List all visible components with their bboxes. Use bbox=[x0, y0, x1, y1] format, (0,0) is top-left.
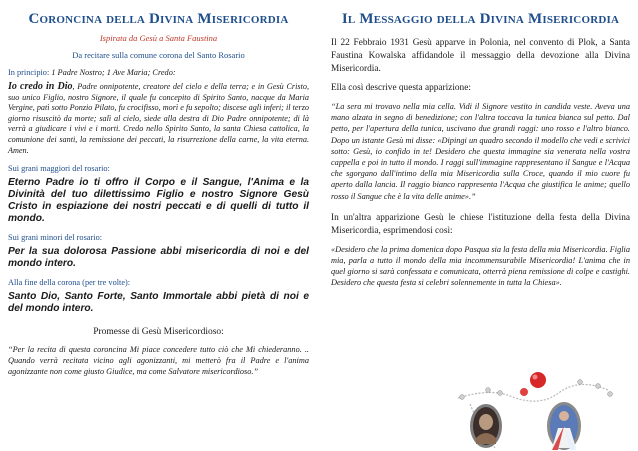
large-beads-prayer: Eterno Padre io ti offro il Corpo e il Sangue, l'Anima e la Divinità del tuo dilettissimo Figlio e nostro Signore Gesù Cristo in espiazione dei nostri peccati e di quelli di tutto il mondo. bbox=[8, 177, 309, 225]
feast-paragraph: In un'altra apparizione Gesù le chiese l'istituzione della festa della Divina Misericordia, esprimendosi così: bbox=[331, 212, 630, 236]
apparition-quote: “La sera mi trovavo nella mia cella. Vidi il Signore vestito in candida veste. Aveva una mano alzata in segno di benedizione; con l'altra toccava la tunica bianca sul petto. Dal petto, per l'apertura della tunica, uscivano due grandi raggi: uno rosso e l'altro bianco. Dopo un istante Gesù mi disse: «Dipingi un quadro secondo il modello che vedi e scrivici sotto: Gesù, io confido in te! Desidero che questa immagine sia venerata nella vostra cappella e poi in tutto il mondo. I raggi sull'immagine rappresentano il Sangue e l'Acqua che sgorgano dall'intimo della mia Misericordia sulla Croce, quando il mio cuore fu aperto dalla lancia. Il raggio bianco rappresenta l'Acqua che giustifica le anime; quello rosso il Sangue che è la vita delle anime».” bbox=[331, 102, 630, 201]
beginning-section-label bbox=[8, 68, 309, 77]
creed-paragraph bbox=[8, 82, 309, 156]
creed-text: , Padre onnipotente, creatore del cielo e della terra; e in Gesù Cristo, suo unico Figlio, nostro Signore, il quale fu concepito di Spirito Santo, nacque da Maria Vergine, patì sotto Ponzio Pilato, fu crocifisso, morì e fu sepolto; discese agli inferi; il terzo giorno risuscitò da morte; salì al cielo, siede alla destra di Dio Padre onnipotente; di là verrà a giudicare i vivi e i morti. Credo nello Spirito Santo, la santa Chiesa cattolica, la comunione dei santi, la remissione dei peccati, la risurrezione della carne, la vita eterna. Amen. bbox=[8, 82, 309, 155]
feast-quote: «Desidero che la prima domenica dopo Pasqua sia la festa della mia Misericordia. Figlia mia, parla a tutto il mondo della mia incommensurabile Misericordia! L'anima che in quel giorno si sarà confessata e comunicata, otterrà piena remissione di colpe e castighi. Desidero che questa festa si celebri solennemente in tutta la Chiesa». bbox=[331, 244, 630, 288]
beginning-prayers: 1 Padre Nostro; 1 Ave Maria; Credo: bbox=[51, 68, 176, 77]
inspired-subtitle: Ispirata da Gesù a Santa Faustina bbox=[99, 33, 218, 43]
page-title: Coroncina della Divina Misericordia bbox=[28, 11, 289, 27]
large-beads-label: Sui grani maggiori del rosario: bbox=[8, 164, 110, 174]
creed-lead: Io credo in Dio bbox=[8, 81, 73, 92]
intro-paragraph: Il 22 Febbraio 1931 Gesù apparve in Polonia, nel convento di Plok, a Santa Faustina Kowalska affidandole il messaggio della devozione alla Divina Misericordia. bbox=[331, 38, 630, 74]
small-beads-label: Sui grani minori del rosario: bbox=[8, 233, 103, 243]
promise-text: “Per la recita di questa coroncina Mi piace concedere tutto ciò che Mi chiederanno. .. Quando verrà recitata vicino agli agonizzanti, mi metterò fra il Padre e l'anima agonizzante non come giusto Giudice, ma come Salvatore misericordioso.” bbox=[8, 345, 309, 377]
small-beads-prayer: Per la sua dolorosa Passione abbi misericordia di noi e del mondo intero. bbox=[8, 246, 309, 270]
rosary-medals-icon bbox=[440, 368, 630, 451]
promise-heading: Promesse di Gesù Misericordioso: bbox=[93, 327, 224, 338]
rosary-illustration bbox=[440, 368, 630, 451]
message-title: Il Messaggio della Divina Misericordia bbox=[341, 11, 620, 27]
end-prayer: Santo Dio, Santo Forte, Santo Immortale abbi pietà di noi e del mondo intero. bbox=[8, 291, 309, 315]
end-label: Alla fine della corona (per tre volte): bbox=[8, 278, 131, 288]
description-intro: Ella così descrive questa apparizione: bbox=[331, 83, 471, 93]
beginning-label: In principio: bbox=[8, 68, 50, 77]
recite-subtitle: Da recitare sulla comune corona del Santo Rosario bbox=[72, 50, 245, 60]
